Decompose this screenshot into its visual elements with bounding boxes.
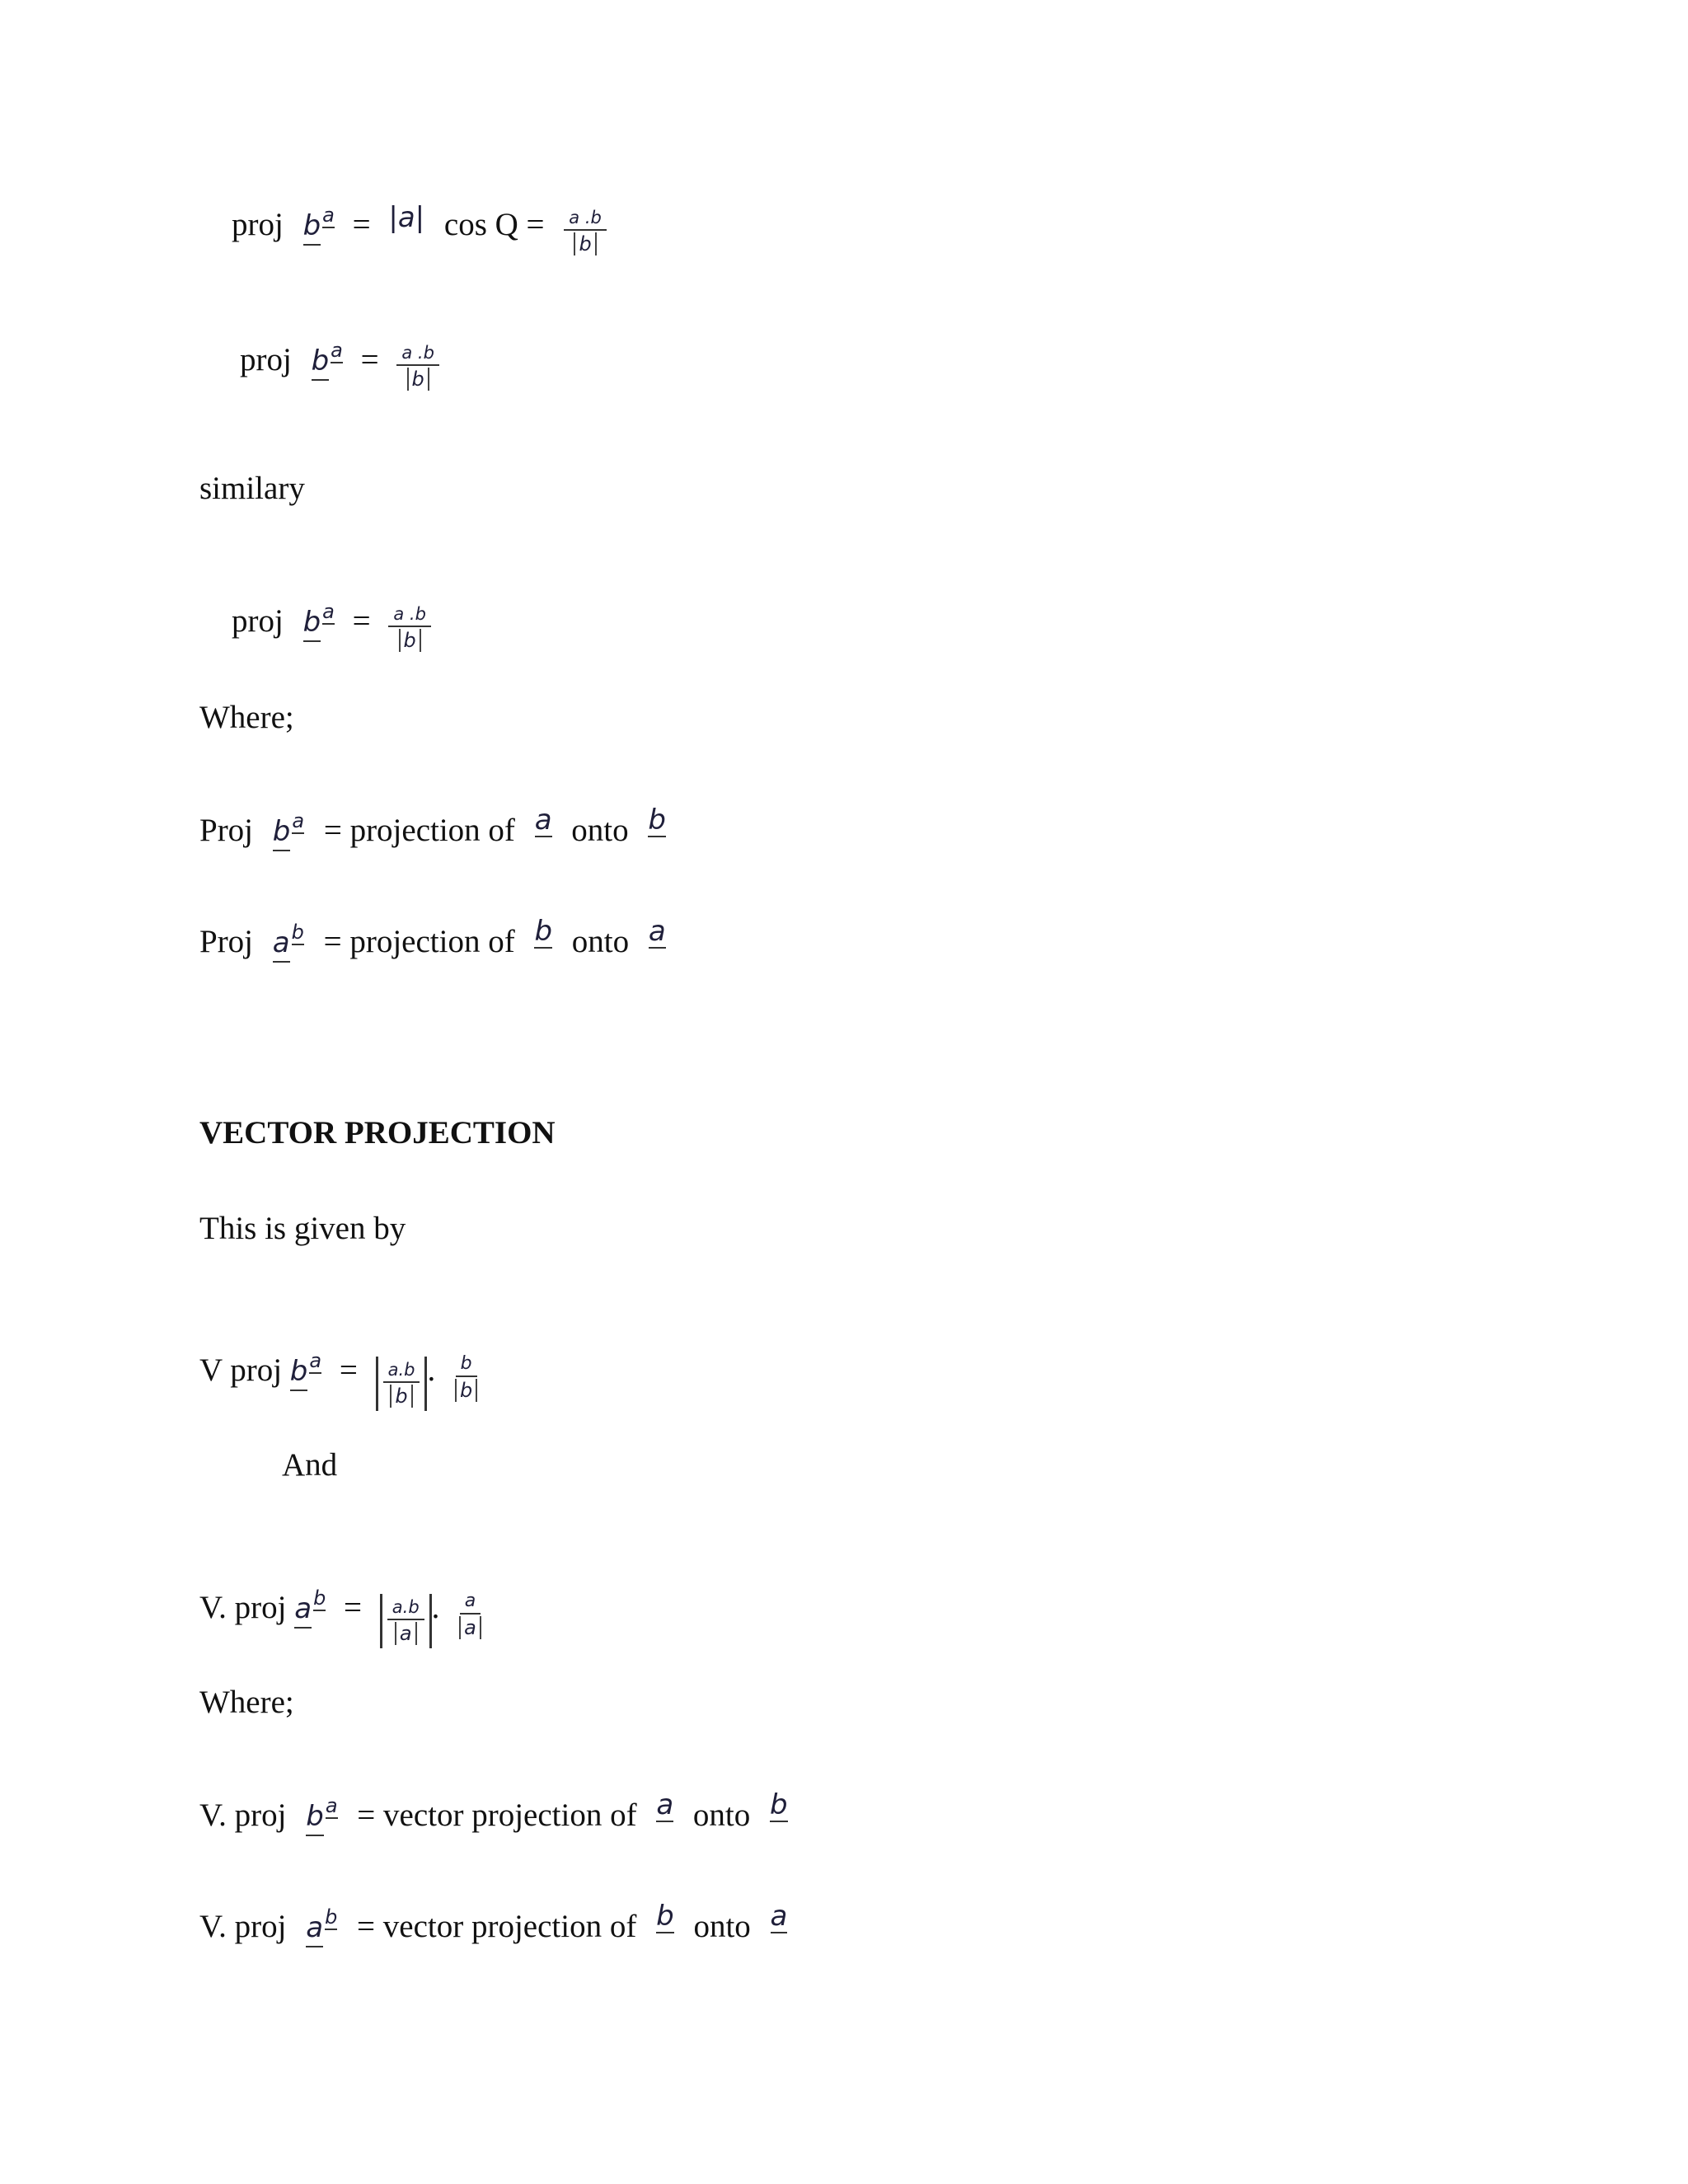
vector-b: b <box>648 804 666 837</box>
definition-proj-b-a <box>199 804 666 849</box>
vec-base: a <box>306 1911 323 1947</box>
vec-sup: a <box>325 1794 338 1817</box>
equals-sign: = <box>344 1590 363 1625</box>
paragraph-where: Where; <box>199 700 294 735</box>
vector-a-sup-b <box>273 923 304 960</box>
equation-proj-scalar-cos <box>232 201 607 255</box>
vec-base: b <box>290 1355 308 1391</box>
fraction-numerator: a.b <box>383 1360 420 1383</box>
definition-proj-a-b <box>199 915 666 960</box>
proj-label: V. proj <box>199 1797 287 1833</box>
fraction-a-dot-b-over-b <box>396 343 439 391</box>
vector-b: b <box>534 915 553 948</box>
fraction-a-dot-b-over-a <box>387 1597 424 1645</box>
vector-a: a <box>648 915 666 948</box>
unit-numerator: b <box>456 1353 477 1377</box>
vec-sup: b <box>325 1905 338 1929</box>
onto-text: onto <box>571 924 630 959</box>
onto-text: onto <box>571 813 629 848</box>
vector-a: a <box>656 1788 674 1821</box>
fraction-numerator: a .b <box>396 343 439 366</box>
vec-base: b <box>306 1800 324 1836</box>
definition-vproj-b-a <box>199 1788 788 1834</box>
fraction-denominator: b <box>390 1385 412 1408</box>
bracket-group <box>380 1594 432 1648</box>
definition-vproj-a-b <box>199 1900 788 1945</box>
equals-sign: = <box>352 207 371 242</box>
vector-b: b <box>656 1900 674 1933</box>
vector-a-sup-b <box>294 1586 326 1626</box>
vec-sup: a <box>331 339 343 362</box>
proj-label: V proj <box>199 1352 283 1388</box>
vec-base: b <box>303 209 321 246</box>
vec-base: a <box>273 926 290 963</box>
section-heading: VECTOR PROJECTION <box>199 1115 556 1151</box>
vec-base: b <box>312 344 330 381</box>
vec-sup: a <box>309 1349 322 1372</box>
definition-text: = projection of <box>323 924 515 959</box>
magnitude-a: |a| <box>388 201 425 234</box>
paragraph-where-2: Where; <box>199 1685 294 1720</box>
equation-proj-scalar <box>240 341 439 391</box>
unit-denominator: b <box>455 1379 477 1402</box>
fraction-denominator: b <box>574 232 596 255</box>
vector-a: a <box>770 1900 788 1933</box>
vec-sup: a <box>322 600 335 623</box>
equation-proj-scalar-similar <box>232 602 431 652</box>
bracket-group <box>376 1357 428 1411</box>
vec-base: b <box>303 606 321 642</box>
equals-sign: = <box>352 603 371 639</box>
proj-label: proj <box>232 207 284 242</box>
vector-a-sup-b <box>306 1905 338 1945</box>
paragraph-similary: similary <box>199 471 305 506</box>
vec-sup: b <box>313 1586 326 1610</box>
unit-numerator: a <box>460 1591 481 1615</box>
vec-sup: b <box>291 921 304 944</box>
vec-base: a <box>294 1592 312 1629</box>
equation-vector-proj-b-a <box>199 1349 477 1411</box>
vec-sup: a <box>292 809 305 832</box>
dot-operator: . <box>427 1352 436 1388</box>
fraction-denominator: a <box>395 1622 417 1645</box>
proj-label: V. proj <box>199 1909 287 1944</box>
vector-b-sup-a <box>312 341 343 378</box>
fraction-a-dot-b-over-b <box>388 604 431 652</box>
proj-label: proj <box>232 603 284 639</box>
dot-operator: . <box>431 1590 440 1625</box>
vector-b-sup-a <box>272 809 305 849</box>
fraction-numerator: a.b <box>387 1597 424 1620</box>
fraction-a-dot-b-over-b <box>564 208 607 255</box>
definition-text: = vector projection of <box>357 1797 637 1833</box>
proj-label: Proj <box>199 924 254 959</box>
onto-text: onto <box>693 1909 751 1944</box>
fraction-numerator: a .b <box>564 208 607 231</box>
equals-sign: = <box>360 342 379 377</box>
cos-text: cos Q = <box>443 207 545 242</box>
fraction-denominator: b <box>399 629 421 652</box>
onto-text: onto <box>692 1797 751 1833</box>
fraction-numerator: a .b <box>388 604 431 627</box>
paragraph-given-by: This is given by <box>199 1211 406 1246</box>
vector-b-sup-a <box>303 206 335 243</box>
definition-text: = vector projection of <box>357 1909 637 1944</box>
paragraph-and: And <box>282 1447 338 1483</box>
vector-b-sup-a <box>306 1794 338 1834</box>
proj-label: proj <box>240 342 292 377</box>
vec-base: b <box>273 815 291 851</box>
vector-a: a <box>534 804 552 837</box>
vector-b-sup-a <box>303 602 335 640</box>
unit-denominator: a <box>459 1616 481 1639</box>
proj-label: V. proj <box>199 1590 287 1625</box>
vector-b: b <box>770 1788 788 1821</box>
proj-label: Proj <box>199 813 254 848</box>
vec-sup: a <box>322 204 335 227</box>
fraction-a-dot-b-over-b <box>383 1360 420 1408</box>
vector-b-sup-a <box>289 1349 322 1389</box>
definition-text: = projection of <box>323 813 515 848</box>
unit-vector-b <box>455 1353 477 1402</box>
unit-vector-a <box>459 1591 481 1639</box>
equation-vector-proj-a-b <box>199 1586 481 1648</box>
fraction-denominator: b <box>407 368 429 391</box>
equals-sign: = <box>339 1352 358 1388</box>
